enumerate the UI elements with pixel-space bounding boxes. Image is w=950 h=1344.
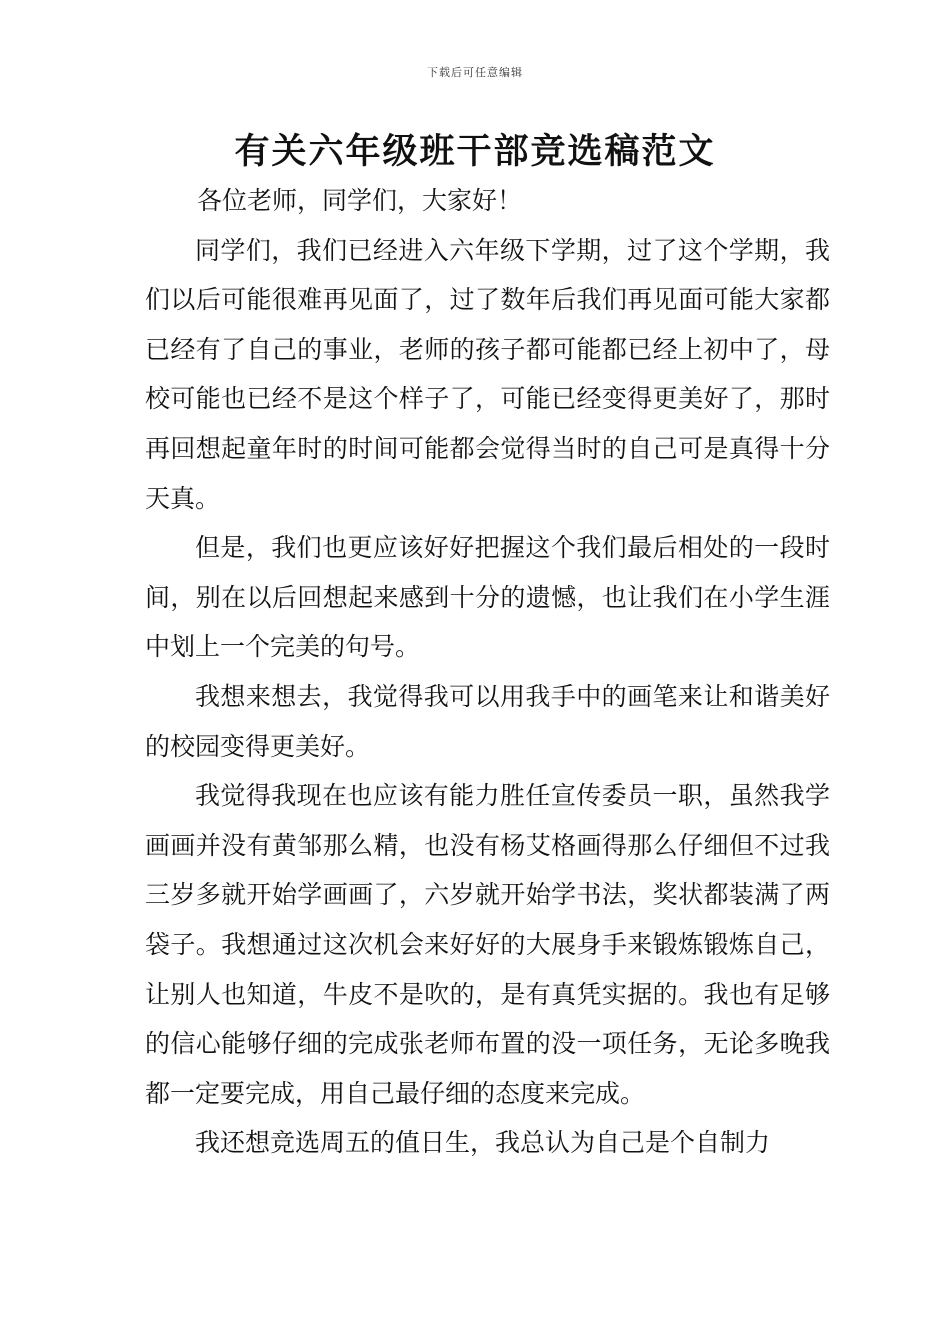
paragraph-4: 我觉得我现在也应该有能力胜任宣传委员一职，虽然我学画画并没有黄邹那么精，也没有杨艾格画得那么仔细但不过我三岁多就开始学画画了，六岁就开始学书法，奖状都装满了两袋子。我想通过这次机会来好好的大展身手来锻炼锻炼自己，让别人也知道，牛皮不是吹的，是有真凭实据的。我也有足够的信心能够仔细的完成张老师布置的没一项任务，无论多晚我都一定要完成，用自己最仔细的态度来完成。: [145, 781, 830, 1108]
document-body: [145, 176, 830, 1168]
document-title: 有关六年级班干部竞选稿范文: [234, 132, 716, 172]
header-note: 下载后可任意编辑: [427, 66, 523, 79]
greeting-line: 各位老师，同学们，大家好！: [197, 186, 523, 215]
paragraph-5: 我还想竞选周五的值日生，我总认为自己是个自制力: [195, 1128, 771, 1158]
paragraph-1: 同学们，我们已经进入六年级下学期，过了这个学期，我们以后可能很难再见面了，过了数年后我们再见面可能大家都已经有了自己的事业，老师的孩子都可能都已经上初中了，母校可能也已经不是这个样子了，可能已经变得更美好了，那时再回想起童年时的时间可能都会觉得当时的自己可是真得十分天真。: [145, 235, 830, 513]
paragraph-3: 我想来想去，我觉得我可以用我手中的画笔来让和谐美好的校园变得更美好。: [145, 681, 830, 761]
paragraph-2: 但是，我们也更应该好好把握这个我们最后相处的一段时间，别在以后回想起来感到十分的遗憾，也让我们在小学生涯中划上一个完美的句号。: [145, 533, 830, 662]
